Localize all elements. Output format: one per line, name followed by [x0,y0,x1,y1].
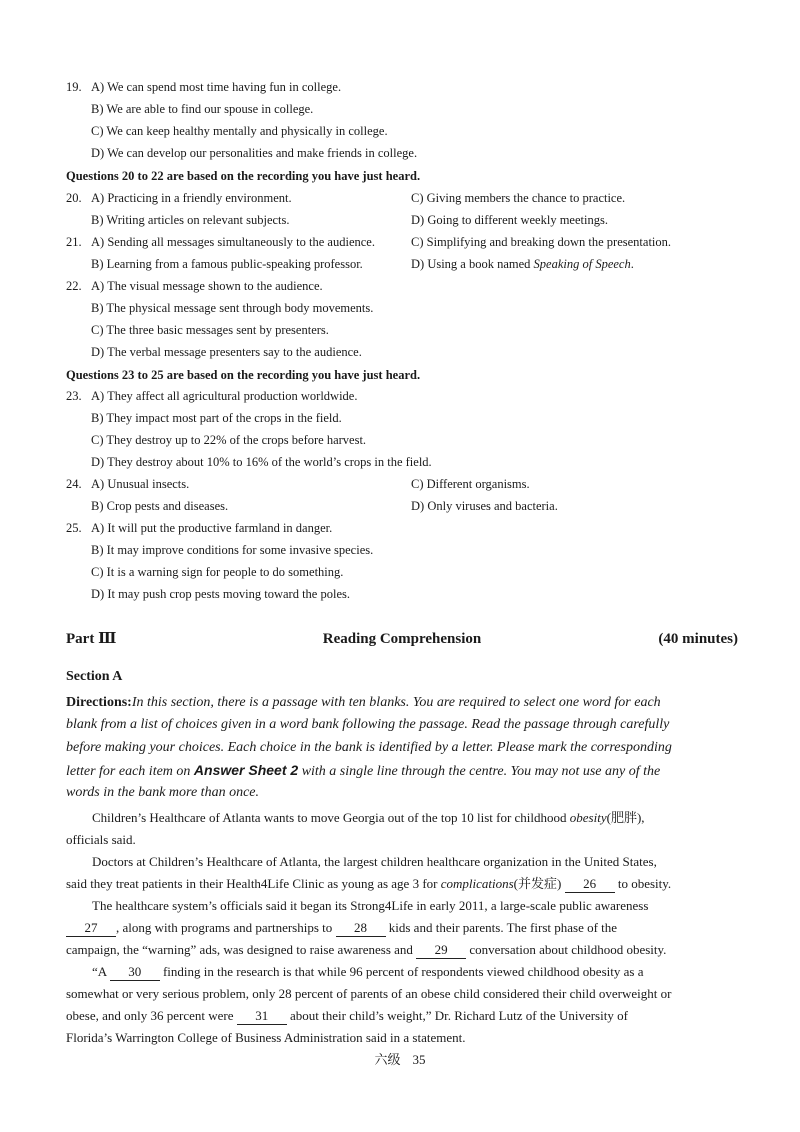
question-number: 25. [66,521,82,535]
option-b: B) The physical message sent through body movements. [91,301,374,315]
part-heading [66,627,738,651]
term-complications: complications [440,876,514,891]
passage-paragraph-3: The healthcare system’s officials said it began its Strong4Life in early 2011, a large-scale public awareness [92,898,649,913]
option-b: B) Writing articles on relevant subjects. [91,213,290,227]
exam-page: 19. A) We can spend most time having fun in college. B) We are able to find our spouse in college. C) We can keep healthy mentally and physically in college. D) We can develop our personalities and make friends in college. Questions 20 to 22 are based on the recording you have just heard. 20. A) Practicing in a friendly environment. C) Giving members the chance to practice. B) Writing articles on relevant subjects. D) Going to different weekly meetings. 21. A) Sending all messages simultaneously to the audience. C) Simplifying and breaking down the presentation. B) Learning from a famous public-speaking professor. D) Using a book named Speaking of Speech. 22. A) The visual message shown to the audience. B) The physical message sent through body movements. C) The three basic messages sent by presenters. D) The verbal message presenters say to the audience. Questions 23 to 25 are based on the recording you have just heard. 23. A) They affect all agricultural production worldwide. B) They impact most part of the crops in the field. C) They destroy up to 22% of the crops before harvest. D) They destroy about 10% to 16% of the world’s crops in the field. 24. A) Unusual insects. C) Different organisms. B) Crop pests and diseases. D) Only viruses and bacteria. 25. A) It will put the productive farmland in danger. B) It may improve conditions for some invasive species. C) It is a warning sign for people to do something. D) It may push crop pests moving toward the poles. Part Ⅲ Reading Comprehension (40 minutes) Section A Directions:In this section, there is a passage with ten blanks. You are required to select one word for each blank from a list of choices given in a word bank following the passage. Read the passage through carefully before making your choices. Each choice in the bank is identified by a letter. Please mark the corresponding letter for each item on Answer Sheet 2 with a single line through the centre. You may not use any of the words in the bank more than once. Children’s Healthcare of Atlanta wants to move Georgia out of the top 10 list for childhood obesity(肥胖), officials said. Doctors at Children’s Healthcare of Atlanta, the largest children healthcare organization in the United States, said they treat patients in their Health4Life Clinic as young as age 3 for complications(并发症) 26 to obesity. The healthcare system’s officials said it began its Strong4Life in early 2011, a large-scale public awareness 27 , along with programs and partnerships to 28 kids and their parents. The first phase of the campaign, the “warning” ads, was designed to raise awareness and 29 conversation about childhood obesity. “A 30 finding in the research is that while 96 percent of respondents viewed childhood obesity as a somewhat or very serious problem, only 28 percent of parents of an obese child considered their child overweight or obese, and only 36 percent were 31 about their child’s weight,” Dr. Richard Lutz of the University of Florida’s Warrington College of Business Administration said in a statement. 六级 35 [0,0,800,1132]
blank-29[interactable]: 29 [416,942,466,959]
option-a: A) Sending all messages simultaneously to the audience. [91,235,375,249]
directions: Directions:In this section, there is a passage with ten blanks. You are required to select one word for each [66,695,661,710]
option-c: C) They destroy up to 22% of the crops before harvest. [91,433,367,447]
option-a: A) The visual message shown to the audience. [91,279,323,293]
option-c: C) We can keep healthy mentally and physically in college. [91,124,388,138]
question-22 [0,276,800,296]
blank-28[interactable]: 28 [336,920,386,937]
option-b: B) It may improve conditions for some invasive species. [91,543,374,557]
option-d: D) The verbal message presenters say to the audience. [91,345,362,359]
option-a: A) They affect all agricultural production worldwide. [91,389,358,403]
directions-label: Directions: [66,695,132,710]
answer-sheet-label: Answer Sheet 2 [193,762,299,778]
question-number: 24. [66,477,82,491]
question-19 [0,77,800,97]
option-a: A) Practicing in a friendly environment. [91,191,292,205]
question-number: 21. [66,235,82,249]
question-number: 20. [66,191,82,205]
question-21 [0,232,800,252]
question-23 [0,386,800,406]
question-group-header: Questions 23 to 25 are based on the recording you have just heard. [66,368,421,382]
term-obesity: obesity [569,810,607,825]
passage-paragraph-1: Children’s Healthcare of Atlanta wants to move Georgia out of the top 10 list for childhood obesity(肥胖), [92,810,645,825]
question-number: 22. [66,279,82,293]
question-number: 23. [66,389,82,403]
option-b: B) We are able to find our spouse in college. [91,102,314,116]
exam-level: 六级 [374,1052,401,1067]
option-b: B) Crop pests and diseases. [91,499,229,513]
option-c: C) Giving members the chance to practice. [411,191,626,205]
option-d: D) They destroy about 10% to 16% of the world’s crops in the field. [91,455,432,469]
blank-31[interactable]: 31 [237,1008,287,1025]
question-20 [0,188,800,208]
section-title: Section A [66,669,123,684]
option-d: D) Going to different weekly meetings. [411,213,608,227]
page-footer [0,1050,800,1070]
option-d: D) It may push crop pests moving toward the poles. [91,587,350,601]
passage-paragraph-4: “A 30 finding in the research is that while 96 percent of respondents viewed childhood obesity as a [92,964,644,979]
option-c: C) Simplifying and breaking down the presentation. [411,235,672,249]
question-group-header: Questions 20 to 22 are based on the recording you have just heard. [66,169,421,183]
question-24 [0,474,800,494]
option-c: C) Different organisms. [411,477,530,491]
book-title: Speaking of Speech [533,257,631,271]
option-d: D) We can develop our personalities and make friends in college. [91,146,418,160]
option-c: C) The three basic messages sent by presenters. [91,323,329,337]
option-a: A) Unusual insects. [91,477,190,491]
option-b: B) They impact most part of the crops in the field. [91,411,342,425]
option-a: A) We can spend most time having fun in college. [91,80,342,94]
question-25 [0,518,800,538]
passage-paragraph-2: Doctors at Children’s Healthcare of Atlanta, the largest children healthcare organization in the United States, [92,854,657,869]
question-number: 19. [66,80,82,94]
part-time: (40 minutes) [658,631,738,647]
blank-30[interactable]: 30 [110,964,160,981]
page-number: 35 [412,1052,426,1067]
option-d: D) Only viruses and bacteria. [411,499,558,513]
part-title: Reading Comprehension [322,631,482,647]
option-d: D) Using a book named Speaking of Speech. [411,257,634,271]
option-c: C) It is a warning sign for people to do something. [91,565,344,579]
blank-26[interactable]: 26 [565,876,615,893]
part-label: Part Ⅲ [66,631,117,647]
blank-27[interactable]: 27 [66,920,116,937]
option-b: B) Learning from a famous public-speaking professor. [91,257,363,271]
option-a: A) It will put the productive farmland in danger. [91,521,333,535]
